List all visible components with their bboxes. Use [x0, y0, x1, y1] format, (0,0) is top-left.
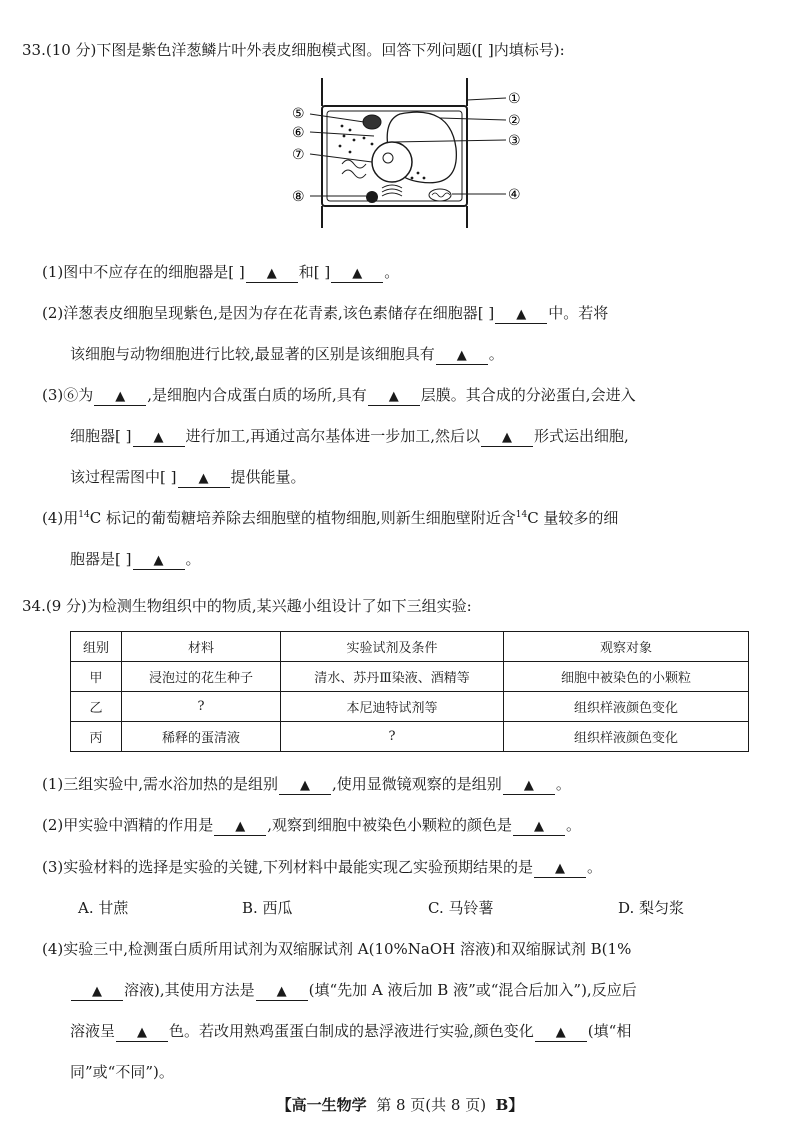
q34-sub3: (3)实验材料的选择是实验的关键,下列材料中最能实现乙实验预期结果的是 ▲ 。 [42, 858, 603, 876]
chloroplast-shape [363, 115, 381, 129]
diagram-label-1: ① [508, 91, 521, 107]
page-footer: 【高一生物学 第 8 页(共 8 页) B】 [276, 1096, 524, 1114]
table-cell: 稀释的蛋清液 [122, 722, 281, 752]
answer-blank[interactable]: ▲ [214, 817, 266, 836]
table-header-cell: 实验试剂及条件 [281, 632, 504, 662]
onion-cell-diagram [280, 78, 540, 238]
answer-blank[interactable]: ▲ [246, 264, 298, 283]
q34-sub4-line2: ▲ 溶液),其使用方法是 ▲ (填“先加 A 液后加 B 液”或“混合后加入”),反应后 [70, 980, 637, 1001]
table-cell: 甲 [71, 662, 122, 692]
diagram-label-7: ⑦ [292, 147, 305, 163]
answer-blank[interactable]: ▲ [495, 305, 547, 324]
table-cell: 组织样液颜色变化 [504, 722, 749, 752]
q33-sub3-line2: 细胞器[ ] ▲ 进行加工,再通过高尔基体进一步加工,然后以 ▲ 形式运出细胞, [70, 427, 629, 445]
q33-sub2-line2: 该细胞与动物细胞进行比较,最显著的区别是该细胞具有 ▲ 。 [70, 345, 504, 363]
answer-blank[interactable]: ▲ [116, 1023, 168, 1042]
diagram-label-2: ② [508, 113, 521, 129]
q34-sub4-line1: (4)实验三中,检测蛋白质所用试剂为双缩脲试剂 A(10%NaOH 溶液)和双缩脲试剂 B(1% [42, 940, 632, 958]
answer-blank[interactable]: ▲ [436, 346, 488, 365]
option-a[interactable]: A. 甘蔗 [78, 899, 129, 917]
q34-heading: 34.(9 分)为检测生物组织中的物质,某兴趣小组设计了如下三组实验: [22, 597, 472, 615]
answer-blank[interactable]: ▲ [178, 469, 230, 488]
diagram-label-5: ⑤ [292, 106, 305, 122]
answer-blank[interactable]: ▲ [535, 1023, 587, 1042]
q34-sub1: (1)三组实验中,需水浴加热的是组别 ▲ ,使用显微镜观察的是组别 ▲ 。 [42, 775, 571, 793]
table-row [71, 662, 749, 692]
q34-sub4-line4: 同”或“不同”)。 [70, 1063, 174, 1081]
table-cell: ? [281, 722, 504, 752]
option-c[interactable]: C. 马铃薯 [428, 899, 494, 917]
table-cell: ? [122, 692, 281, 722]
answer-blank[interactable]: ▲ [331, 264, 383, 283]
table-cell: 丙 [71, 722, 122, 752]
table-header-cell: 材料 [122, 632, 281, 662]
option-d[interactable]: D. 梨匀浆 [618, 899, 685, 917]
table-row [71, 722, 749, 752]
table-cell: 组织样液颜色变化 [504, 692, 749, 722]
answer-blank[interactable]: ▲ [481, 428, 533, 447]
answer-blank[interactable]: ▲ [368, 387, 420, 406]
answer-blank[interactable]: ▲ [503, 776, 555, 795]
q34-sub2: (2)甲实验中酒精的作用是 ▲ ,观察到细胞中被染色小颗粒的颜色是 ▲ 。 [42, 816, 582, 834]
answer-blank[interactable]: ▲ [256, 982, 308, 1001]
table-cell: 本尼迪特试剂等 [281, 692, 504, 722]
answer-blank[interactable]: ▲ [71, 982, 123, 1001]
table-row [71, 692, 749, 722]
answer-blank[interactable]: ▲ [133, 428, 185, 447]
diagram-label-3: ③ [508, 133, 521, 149]
q33-sub4-line1: (4)用$^{14}$C 标记的葡萄糖培养除去细胞壁的植物细胞,则新生细胞壁附近含$^{14}$C 量较多的细 [42, 509, 619, 527]
answer-blank[interactable]: ▲ [513, 817, 565, 836]
diagram-label-6: ⑥ [292, 125, 305, 141]
diagram-label-8: ⑧ [292, 189, 305, 205]
table-cell: 浸泡过的花生种子 [122, 662, 281, 692]
answer-blank[interactable]: ▲ [133, 551, 185, 570]
q33-sub3-line3: 该过程需图中[ ] ▲ 提供能量。 [70, 468, 306, 486]
q33-sub2-line1: (2)洋葱表皮细胞呈现紫色,是因为存在花青素,该色素储存在细胞器[ ] ▲ 中。若将 [42, 304, 609, 322]
diagram-label-4: ④ [508, 187, 521, 203]
q33-sub1: (1)图中不应存在的细胞器是[ ] ▲ 和[ ] ▲ 。 [42, 263, 400, 281]
nucleus-shape [372, 142, 412, 182]
table-cell: 细胞中被染色的小颗粒 [504, 662, 749, 692]
answer-blank[interactable]: ▲ [279, 776, 331, 795]
option-b[interactable]: B. 西瓜 [242, 899, 293, 917]
table-cell: 乙 [71, 692, 122, 722]
experiment-table [70, 631, 749, 752]
q33-sub3-line1: (3)⑥为 ▲ ,是细胞内合成蛋白质的场所,具有 ▲ 层膜。其合成的分泌蛋白,会进入 [42, 386, 636, 404]
answer-blank[interactable]: ▲ [94, 387, 146, 406]
answer-blank[interactable]: ▲ [534, 859, 586, 878]
q33-sub4-line2: 胞器是[ ] ▲ 。 [70, 550, 201, 568]
table-header-cell: 观察对象 [504, 632, 749, 662]
q34-sub4-line3: 溶液呈 ▲ 色。若改用熟鸡蛋蛋白制成的悬浮液进行实验,颜色变化 ▲ (填“相 [70, 1022, 632, 1040]
table-header-cell: 组别 [71, 632, 122, 662]
centrosome-shape [366, 191, 378, 203]
table-cell: 清水、苏丹Ⅲ染液、酒精等 [281, 662, 504, 692]
table-header-row [71, 632, 749, 662]
q33-heading: 33.(10 分)下图是紫色洋葱鳞片叶外表皮细胞模式图。回答下列问题([ ]内填标号): [22, 41, 565, 59]
